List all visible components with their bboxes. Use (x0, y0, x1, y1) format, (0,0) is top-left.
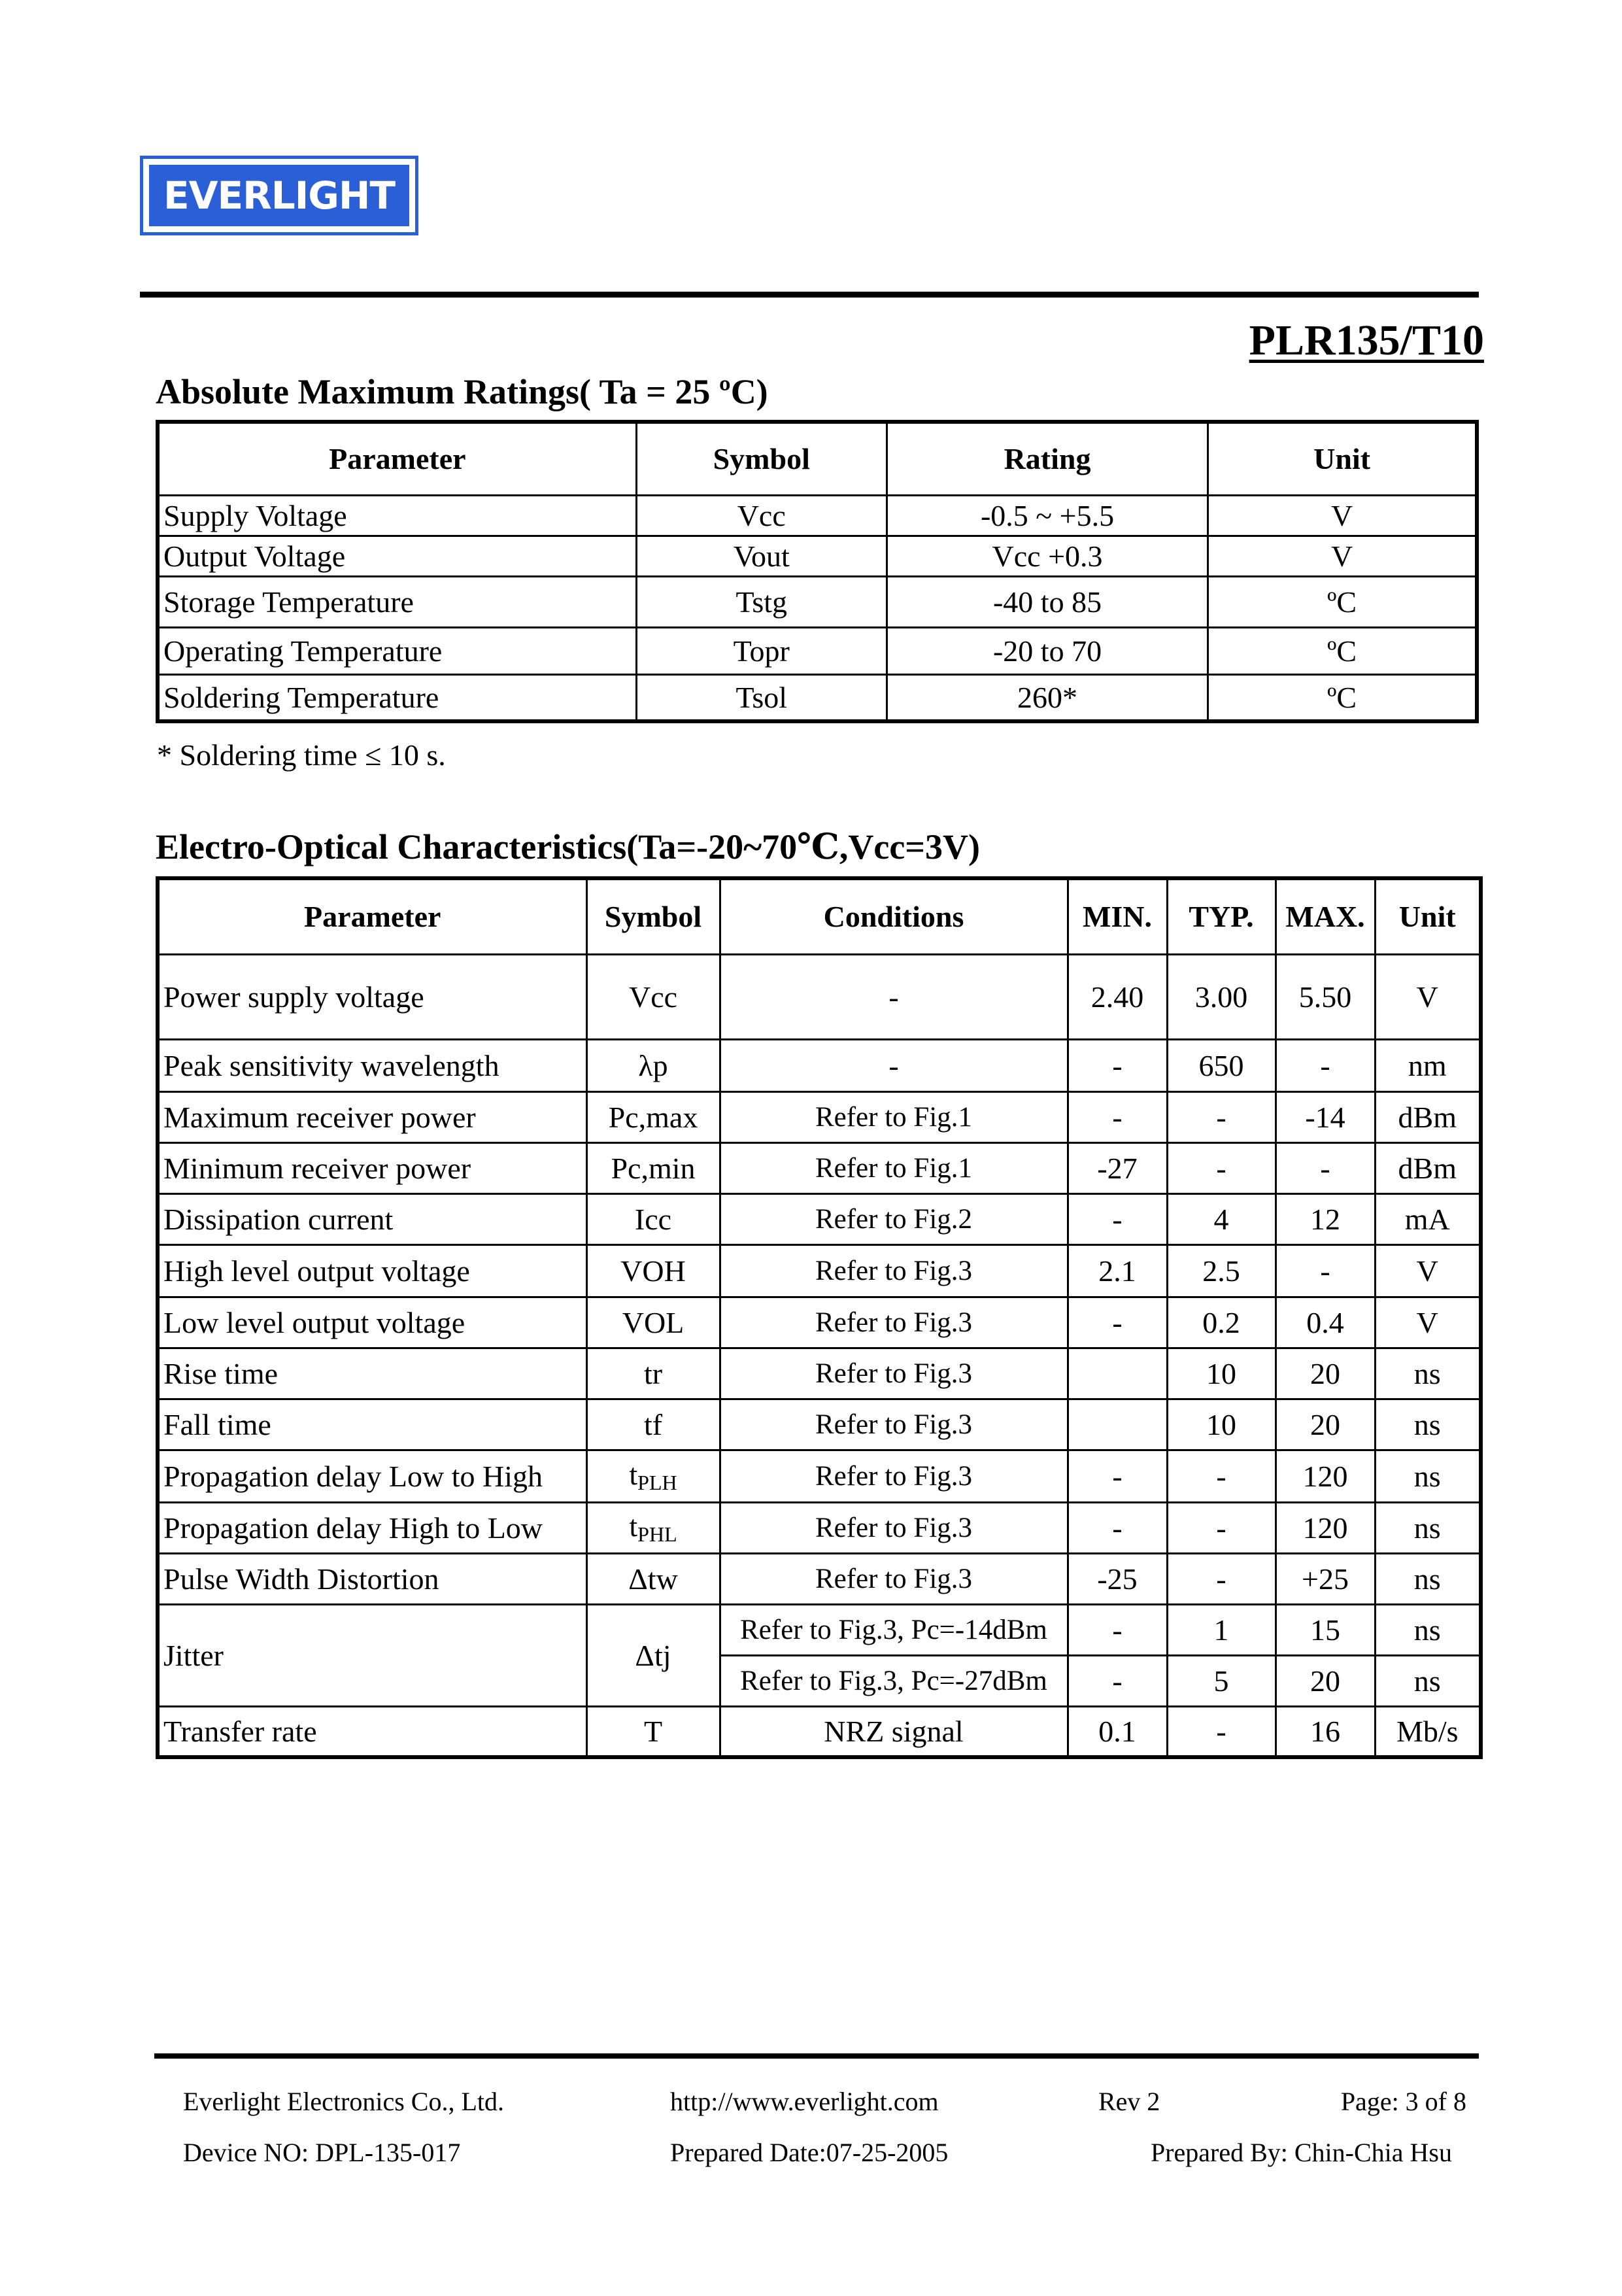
symbol-main: t (629, 1458, 638, 1491)
footer-prepared-date: Prepared Date:07-25-2005 (670, 2138, 949, 2167)
unit-cell: ºC (1208, 674, 1477, 721)
unit-cell: dBm (1375, 1091, 1481, 1142)
symbol-cell (586, 1450, 720, 1502)
symbol-cell: Vcc (586, 954, 720, 1039)
min-cell (1068, 1348, 1167, 1399)
col-header: Parameter (158, 878, 586, 954)
part-number: PLR135/T10 (1249, 317, 1484, 364)
min-cell: -27 (1068, 1142, 1167, 1193)
symbol-cell: Icc (586, 1193, 720, 1244)
parameter-cell: Power supply voltage (158, 954, 586, 1039)
conditions-cell: Refer to Fig.3 (720, 1502, 1068, 1553)
unit-cell: ns (1375, 1502, 1481, 1553)
typ-cell: 5 (1167, 1655, 1276, 1706)
rating-cell: Vcc +0.3 (887, 536, 1208, 576)
unit-cell: Mb/s (1375, 1706, 1481, 1757)
min-cell: - (1068, 1604, 1167, 1655)
typ-cell: - (1167, 1553, 1276, 1604)
conditions-cell: - (720, 954, 1068, 1039)
typ-cell: - (1167, 1091, 1276, 1142)
parameter-cell: Soldering Temperature (158, 674, 636, 721)
table-row (158, 1553, 1481, 1604)
parameter-cell: Peak sensitivity wavelength (158, 1039, 586, 1091)
min-cell: - (1068, 1655, 1167, 1706)
typ-cell: 650 (1167, 1039, 1276, 1091)
max-cell: - (1276, 1039, 1375, 1091)
parameter-cell: Low level output voltage (158, 1297, 586, 1348)
max-cell: 20 (1276, 1399, 1375, 1450)
logo-field (149, 165, 409, 226)
max-cell: 120 (1276, 1450, 1375, 1502)
max-cell: 12 (1276, 1193, 1375, 1244)
unit-cell: ns (1375, 1399, 1481, 1450)
footer-rule (154, 2053, 1479, 2059)
col-header: Parameter (158, 422, 636, 495)
col-header: MIN. (1068, 878, 1167, 954)
eo-title: Electro-Optical Characteristics(Ta=-20~70℃,Vcc=3V) (156, 827, 981, 866)
symbol-cell: T (586, 1706, 720, 1757)
symbol-cell: VOH (586, 1244, 720, 1297)
col-header: MAX. (1276, 878, 1375, 954)
footer-page: Page: 3 of 8 (1340, 2087, 1466, 2116)
unit-cell: ns (1375, 1450, 1481, 1502)
rating-cell: 260* (887, 674, 1208, 721)
conditions-cell: Refer to Fig.3 (720, 1553, 1068, 1604)
max-cell: 15 (1276, 1604, 1375, 1655)
table-row (158, 536, 1477, 576)
max-cell: - (1276, 1244, 1375, 1297)
symbol-cell: Vcc (636, 495, 887, 536)
parameter-cell: Minimum receiver power (158, 1142, 586, 1193)
parameter-cell: Supply Voltage (158, 495, 636, 536)
col-header: Symbol (586, 878, 720, 954)
parameter-cell: Operating Temperature (158, 627, 636, 674)
symbol-cell: Vout (636, 536, 887, 576)
table-row (158, 1604, 1481, 1655)
min-cell: - (1068, 1450, 1167, 1502)
table-row (158, 954, 1481, 1039)
col-header: Unit (1208, 422, 1477, 495)
table-row (158, 1193, 1481, 1244)
col-header: Symbol (636, 422, 887, 495)
unit-cell: ns (1375, 1604, 1481, 1655)
typ-cell: 4 (1167, 1193, 1276, 1244)
parameter-cell: Transfer rate (158, 1706, 586, 1757)
conditions-cell: Refer to Fig.3 (720, 1297, 1068, 1348)
conditions-cell: Refer to Fig.3 (720, 1244, 1068, 1297)
logo-text: EVERLIGHT (163, 173, 396, 218)
table-row (158, 1039, 1481, 1091)
typ-cell: - (1167, 1142, 1276, 1193)
parameter-cell: Dissipation current (158, 1193, 586, 1244)
parameter-cell: Fall time (158, 1399, 586, 1450)
abs-max-title: Absolute Maximum Ratings( Ta = 25 ºC) (156, 372, 768, 411)
abs-max-table (156, 420, 1479, 723)
parameter-cell: Jitter (158, 1604, 586, 1706)
min-cell: 0.1 (1068, 1706, 1167, 1757)
conditions-cell: Refer to Fig.2 (720, 1193, 1068, 1244)
table-row (158, 1348, 1481, 1399)
parameter-cell: Maximum receiver power (158, 1091, 586, 1142)
min-cell: 2.1 (1068, 1244, 1167, 1297)
conditions-cell: NRZ signal (720, 1706, 1068, 1757)
max-cell: - (1276, 1142, 1375, 1193)
unit-cell: dBm (1375, 1142, 1481, 1193)
unit-cell: V (1375, 1244, 1481, 1297)
table-row (158, 1142, 1481, 1193)
unit-cell: V (1208, 495, 1477, 536)
rating-cell: -20 to 70 (887, 627, 1208, 674)
footer-device-no: Device NO: DPL-135-017 (183, 2138, 461, 2167)
symbol-cell: Pc,min (586, 1142, 720, 1193)
table-row (158, 1297, 1481, 1348)
min-cell (1068, 1399, 1167, 1450)
symbol-cell: tr (586, 1348, 720, 1399)
max-cell: +25 (1276, 1553, 1375, 1604)
table-header-row (158, 878, 1481, 954)
conditions-cell: Refer to Fig.3 (720, 1348, 1068, 1399)
unit-cell: ns (1375, 1655, 1481, 1706)
symbol-cell: Pc,max (586, 1091, 720, 1142)
typ-cell: 0.2 (1167, 1297, 1276, 1348)
conditions-cell: Refer to Fig.1 (720, 1091, 1068, 1142)
everlight-logo (140, 156, 418, 235)
unit-cell: nm (1375, 1039, 1481, 1091)
rating-cell: -40 to 85 (887, 576, 1208, 627)
parameter-cell: Propagation delay High to Low (158, 1502, 586, 1553)
min-cell: 2.40 (1068, 954, 1167, 1039)
unit-cell: ºC (1208, 627, 1477, 674)
table-row (158, 1399, 1481, 1450)
table-header-row (158, 422, 1477, 495)
max-cell: 20 (1276, 1655, 1375, 1706)
symbol-cell: Δtw (586, 1553, 720, 1604)
symbol-cell: VOL (586, 1297, 720, 1348)
symbol-cell: λp (586, 1039, 720, 1091)
min-cell: - (1068, 1091, 1167, 1142)
parameter-cell: Storage Temperature (158, 576, 636, 627)
max-cell: 16 (1276, 1706, 1375, 1757)
table-row (158, 495, 1477, 536)
table-row (158, 1450, 1481, 1502)
table-row (158, 1706, 1481, 1757)
table-row (158, 1091, 1481, 1142)
unit-cell: mA (1375, 1193, 1481, 1244)
table-row (158, 576, 1477, 627)
unit-cell: ns (1375, 1348, 1481, 1399)
parameter-cell: Pulse Width Distortion (158, 1553, 586, 1604)
conditions-cell: Refer to Fig.3 (720, 1399, 1068, 1450)
rating-cell: -0.5 ~ +5.5 (887, 495, 1208, 536)
col-header: TYP. (1167, 878, 1276, 954)
typ-cell: - (1167, 1706, 1276, 1757)
table-row (158, 1502, 1481, 1553)
symbol-cell: Topr (636, 627, 887, 674)
col-header: Rating (887, 422, 1208, 495)
footer-url[interactable]: http://www.everlight.com (670, 2087, 939, 2116)
footer-company: Everlight Electronics Co., Ltd. (183, 2087, 504, 2116)
eo-table (156, 876, 1483, 1759)
table-row (158, 674, 1477, 721)
col-header: Unit (1375, 878, 1481, 954)
typ-cell: - (1167, 1502, 1276, 1553)
parameter-cell: Rise time (158, 1348, 586, 1399)
unit-cell: ºC (1208, 576, 1477, 627)
parameter-cell: Output Voltage (158, 536, 636, 576)
symbol-main: t (629, 1509, 638, 1543)
min-cell: - (1068, 1039, 1167, 1091)
unit-cell: V (1375, 954, 1481, 1039)
parameter-cell: Propagation delay Low to High (158, 1450, 586, 1502)
typ-cell: 10 (1167, 1399, 1276, 1450)
header-rule (140, 292, 1479, 298)
conditions-cell: - (720, 1039, 1068, 1091)
footer-prepared-by: Prepared By: Chin-Chia Hsu (1150, 2138, 1452, 2167)
symbol-cell: Tstg (636, 576, 887, 627)
parameter-cell: High level output voltage (158, 1244, 586, 1297)
max-cell: 5.50 (1276, 954, 1375, 1039)
conditions-cell: Refer to Fig.3, Pc=-14dBm (720, 1604, 1068, 1655)
footer-rev: Rev 2 (1098, 2087, 1160, 2116)
symbol-cell: Δtj (586, 1604, 720, 1706)
max-cell: 120 (1276, 1502, 1375, 1553)
col-header: Conditions (720, 878, 1068, 954)
min-cell: - (1068, 1297, 1167, 1348)
typ-cell: 10 (1167, 1348, 1276, 1399)
symbol-cell: Tsol (636, 674, 887, 721)
symbol-subscript: PHL (637, 1522, 677, 1546)
typ-cell: 1 (1167, 1604, 1276, 1655)
unit-cell: V (1208, 536, 1477, 576)
conditions-cell: Refer to Fig.3 (720, 1450, 1068, 1502)
table-row (158, 627, 1477, 674)
symbol-cell: tf (586, 1399, 720, 1450)
typ-cell: 3.00 (1167, 954, 1276, 1039)
min-cell: - (1068, 1193, 1167, 1244)
soldering-footnote: * Soldering time ≤ 10 s. (157, 738, 446, 772)
symbol-cell (586, 1502, 720, 1553)
max-cell: 0.4 (1276, 1297, 1375, 1348)
conditions-cell: Refer to Fig.1 (720, 1142, 1068, 1193)
unit-cell: V (1375, 1297, 1481, 1348)
min-cell: - (1068, 1502, 1167, 1553)
typ-cell: 2.5 (1167, 1244, 1276, 1297)
unit-cell: ns (1375, 1553, 1481, 1604)
table-row (158, 1244, 1481, 1297)
max-cell: 20 (1276, 1348, 1375, 1399)
symbol-subscript: PLH (637, 1471, 677, 1494)
max-cell: -14 (1276, 1091, 1375, 1142)
conditions-cell: Refer to Fig.3, Pc=-27dBm (720, 1655, 1068, 1706)
typ-cell: - (1167, 1450, 1276, 1502)
min-cell: -25 (1068, 1553, 1167, 1604)
